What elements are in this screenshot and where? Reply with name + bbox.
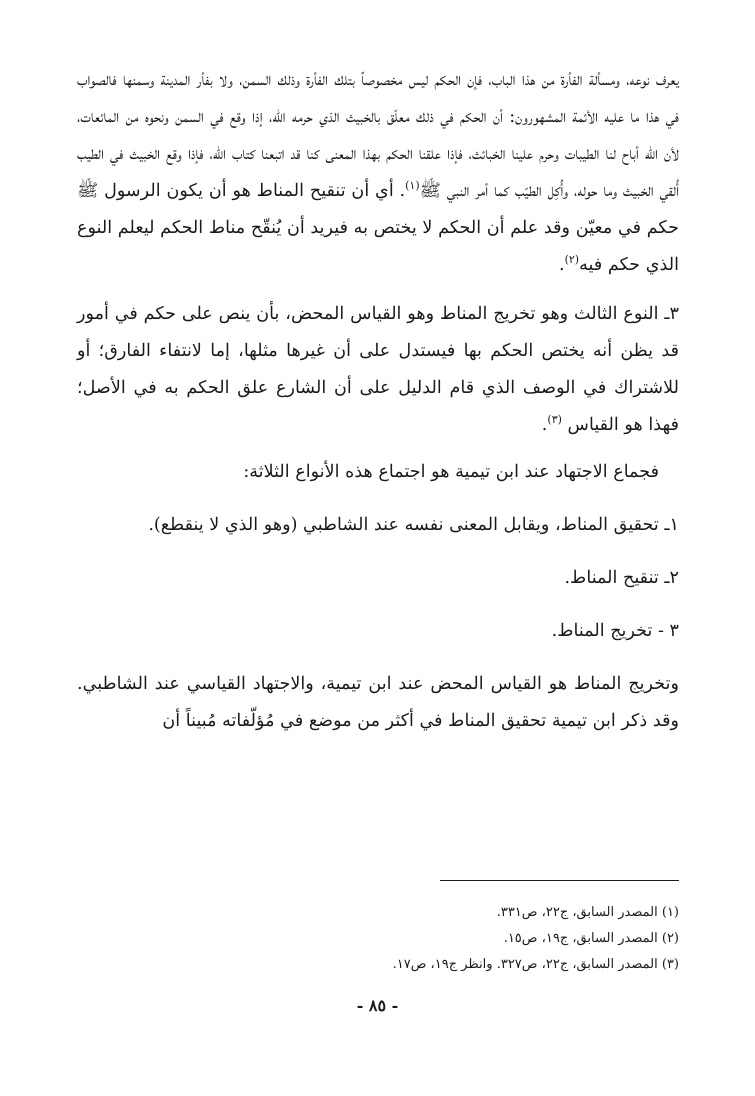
footnote-ref-1: (١) [405, 179, 420, 193]
paragraph-3: وتخريج المناط هو القياس المحض عند ابن تيمية، والاجتهاد القياسي عند الشاطبي. وقد ذكر ابن تيمية تحقيق المناط في أكثر من موضع في مُؤلّفاته مُبيناً أن [77, 674, 679, 731]
paragraph-1-tail: . [558, 255, 565, 275]
list-item-3: ٣ - تخريج المناط. [551, 621, 679, 641]
footnote-ref-2: (٢) [564, 253, 580, 267]
footnote-3: (٣) المصدر السابق، ج٢٢، ص٣٢٧. وانظر ج١٩، ص١٧. [392, 957, 679, 972]
paragraph-2-text: ٣ـ النوع الثالث وهو تخريج المناط وهو القياس المحض، بأن ينص على حكم في أمور قد يظن أنه يختص الحكم بها فيستدل على أن غيرها مثلها، إما لانتفاء الفارق؛ أو للاشتراك في الوصف الذي قام الدليل على أن الشارع علق الحكم به في الأصل؛ فهذا هو القياس [77, 304, 679, 435]
intro-line: فجماع الاجتهاد عند ابن تيمية هو اجتماع هذه الأنواع الثلاثة: [243, 462, 659, 482]
footnote-2: (٢) المصدر السابق، ج١٩، ص١٥. [503, 931, 679, 946]
footnote-1: (١) المصدر السابق، ج٢٢، ص٣٣١. [496, 905, 679, 920]
page-number: - ٨٥ - [356, 996, 399, 1015]
list-item-2: ٢ـ تنقيح المناط. [564, 568, 679, 588]
paragraph-1 [77, 62, 679, 284]
footnote-ref-3: (٣) [547, 413, 562, 427]
paragraph-1-continuation: . أي أن تنقيح المناط هو أن يكون الرسول ﷺ حكم في معيّن وقد علم أن الحكم لا يختص به فيريد أن يُنقّح مناط الحكم ليعلم النوع الذي حكم فيه [77, 181, 679, 275]
footnote-separator [440, 880, 679, 881]
list-item-1: ١ـ تحقيق المناط، ويقابل المعنى نفسه عند الشاطبي (وهو الذي لا ينقطع). [148, 515, 679, 535]
footnotes [300, 900, 679, 978]
page-body [77, 62, 679, 740]
paragraph-1-text: يعرف نوعه، ومسألة الفأرة من هذا الباب، فإن الحكم ليس مخصوصاً بتلك الفأرة وذلك السمن، ولا بفأر المدينة وسمنها فالصواب في هذا ما عليه الأئمة المشهورون: أن الحكم في ذلك معلّق بالخبيث الذي حرمه الله، إذا وقع في السمن ونحوه من المائعات، لأن الله أباح لنا الطيبات وحرم علينا الخبائث، فإذا علقنا الحكم بهذا المعنى كنا قد اتبعنا كتاب الله، فإذا وقع الخبيث في الطيب أُلقي الخبيث وما حوله، وأُكِل الطيّب كما أمر النبي ﷺ [77, 70, 679, 201]
paragraph-2-tail: . [541, 415, 548, 435]
paragraph-2 [77, 296, 679, 444]
